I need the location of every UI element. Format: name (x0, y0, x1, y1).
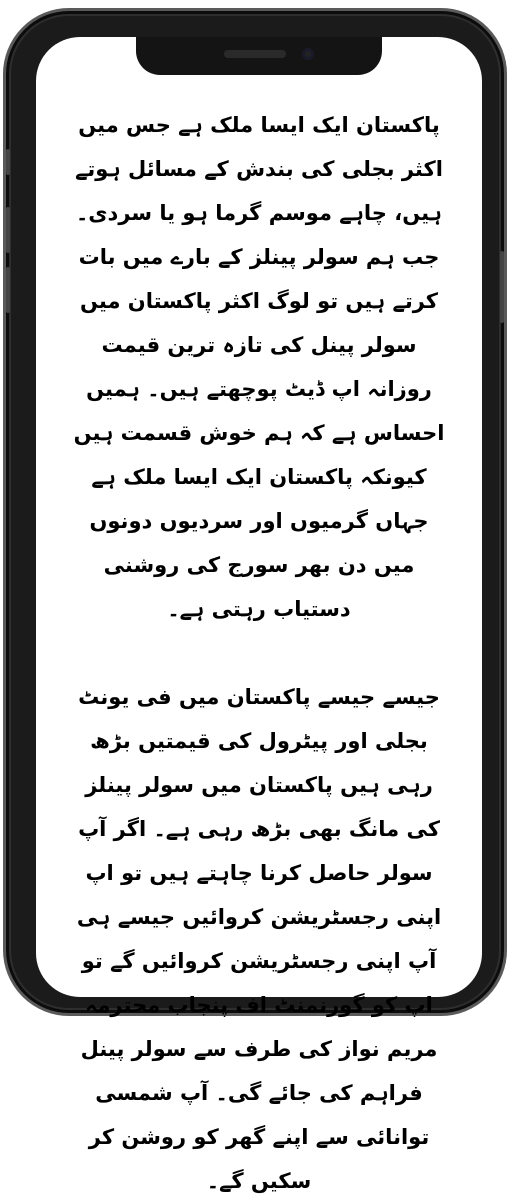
front-camera-icon (302, 48, 314, 60)
article-body (66, 103, 452, 1203)
volume-up-button (6, 207, 10, 253)
speaker-grille (224, 50, 286, 58)
silent-switch (6, 149, 10, 175)
power-button (500, 251, 504, 323)
notch (136, 37, 382, 75)
article-paragraph-1: پاکستان ایک ایسا ملک ہے جس میں اکثر بجلی کی بندش کے مسائل ہوتے ہیں، چاہے موسم گرما ہو یا سردی۔ جب ہم سولر پینلز کے بارے میں بات کرتے ہیں تو لوگ اکثر پاکستان میں سولر پینل کی تازہ ترین قیمت روزانہ اپ ڈیٹ پوچھتے ہیں۔ ہمیں احساس ہے کہ ہم خوش قسمت ہیں کیونکہ پاکستان ایک ایسا ملک ہے جہاں گرمیوں اور سردیوں دونوں میں دن بھر سورج کی روشنی دستیاب رہتی ہے۔ (73, 113, 445, 621)
volume-down-button (6, 267, 10, 313)
phone-frame (3, 8, 507, 1193)
article-paragraph-2: جیسے جیسے پاکستان میں فی یونٹ بجلی اور پیٹرول کی قیمتیں بڑھ رہی ہیں پاکستان میں سولر پینلز کی مانگ بھی بڑھ رہی ہے۔ اگر آپ سولر حاصل کرنا چاہتے ہیں تو اپ اپنی رجسٹریشن کروائیں جیسے ہی آپ اپنی رجسٹریشن کروائیں گے تو اپ کو گورنمنٹ اف پنجاب محترمہ مریم نواز کی طرف سے سولر پینل فراہم کی جائے گی۔ آپ شمسی توانائی سے اپنے گھر کو روشن کر سکیں گے۔ (76, 685, 442, 1193)
phone-screen (36, 37, 482, 1193)
